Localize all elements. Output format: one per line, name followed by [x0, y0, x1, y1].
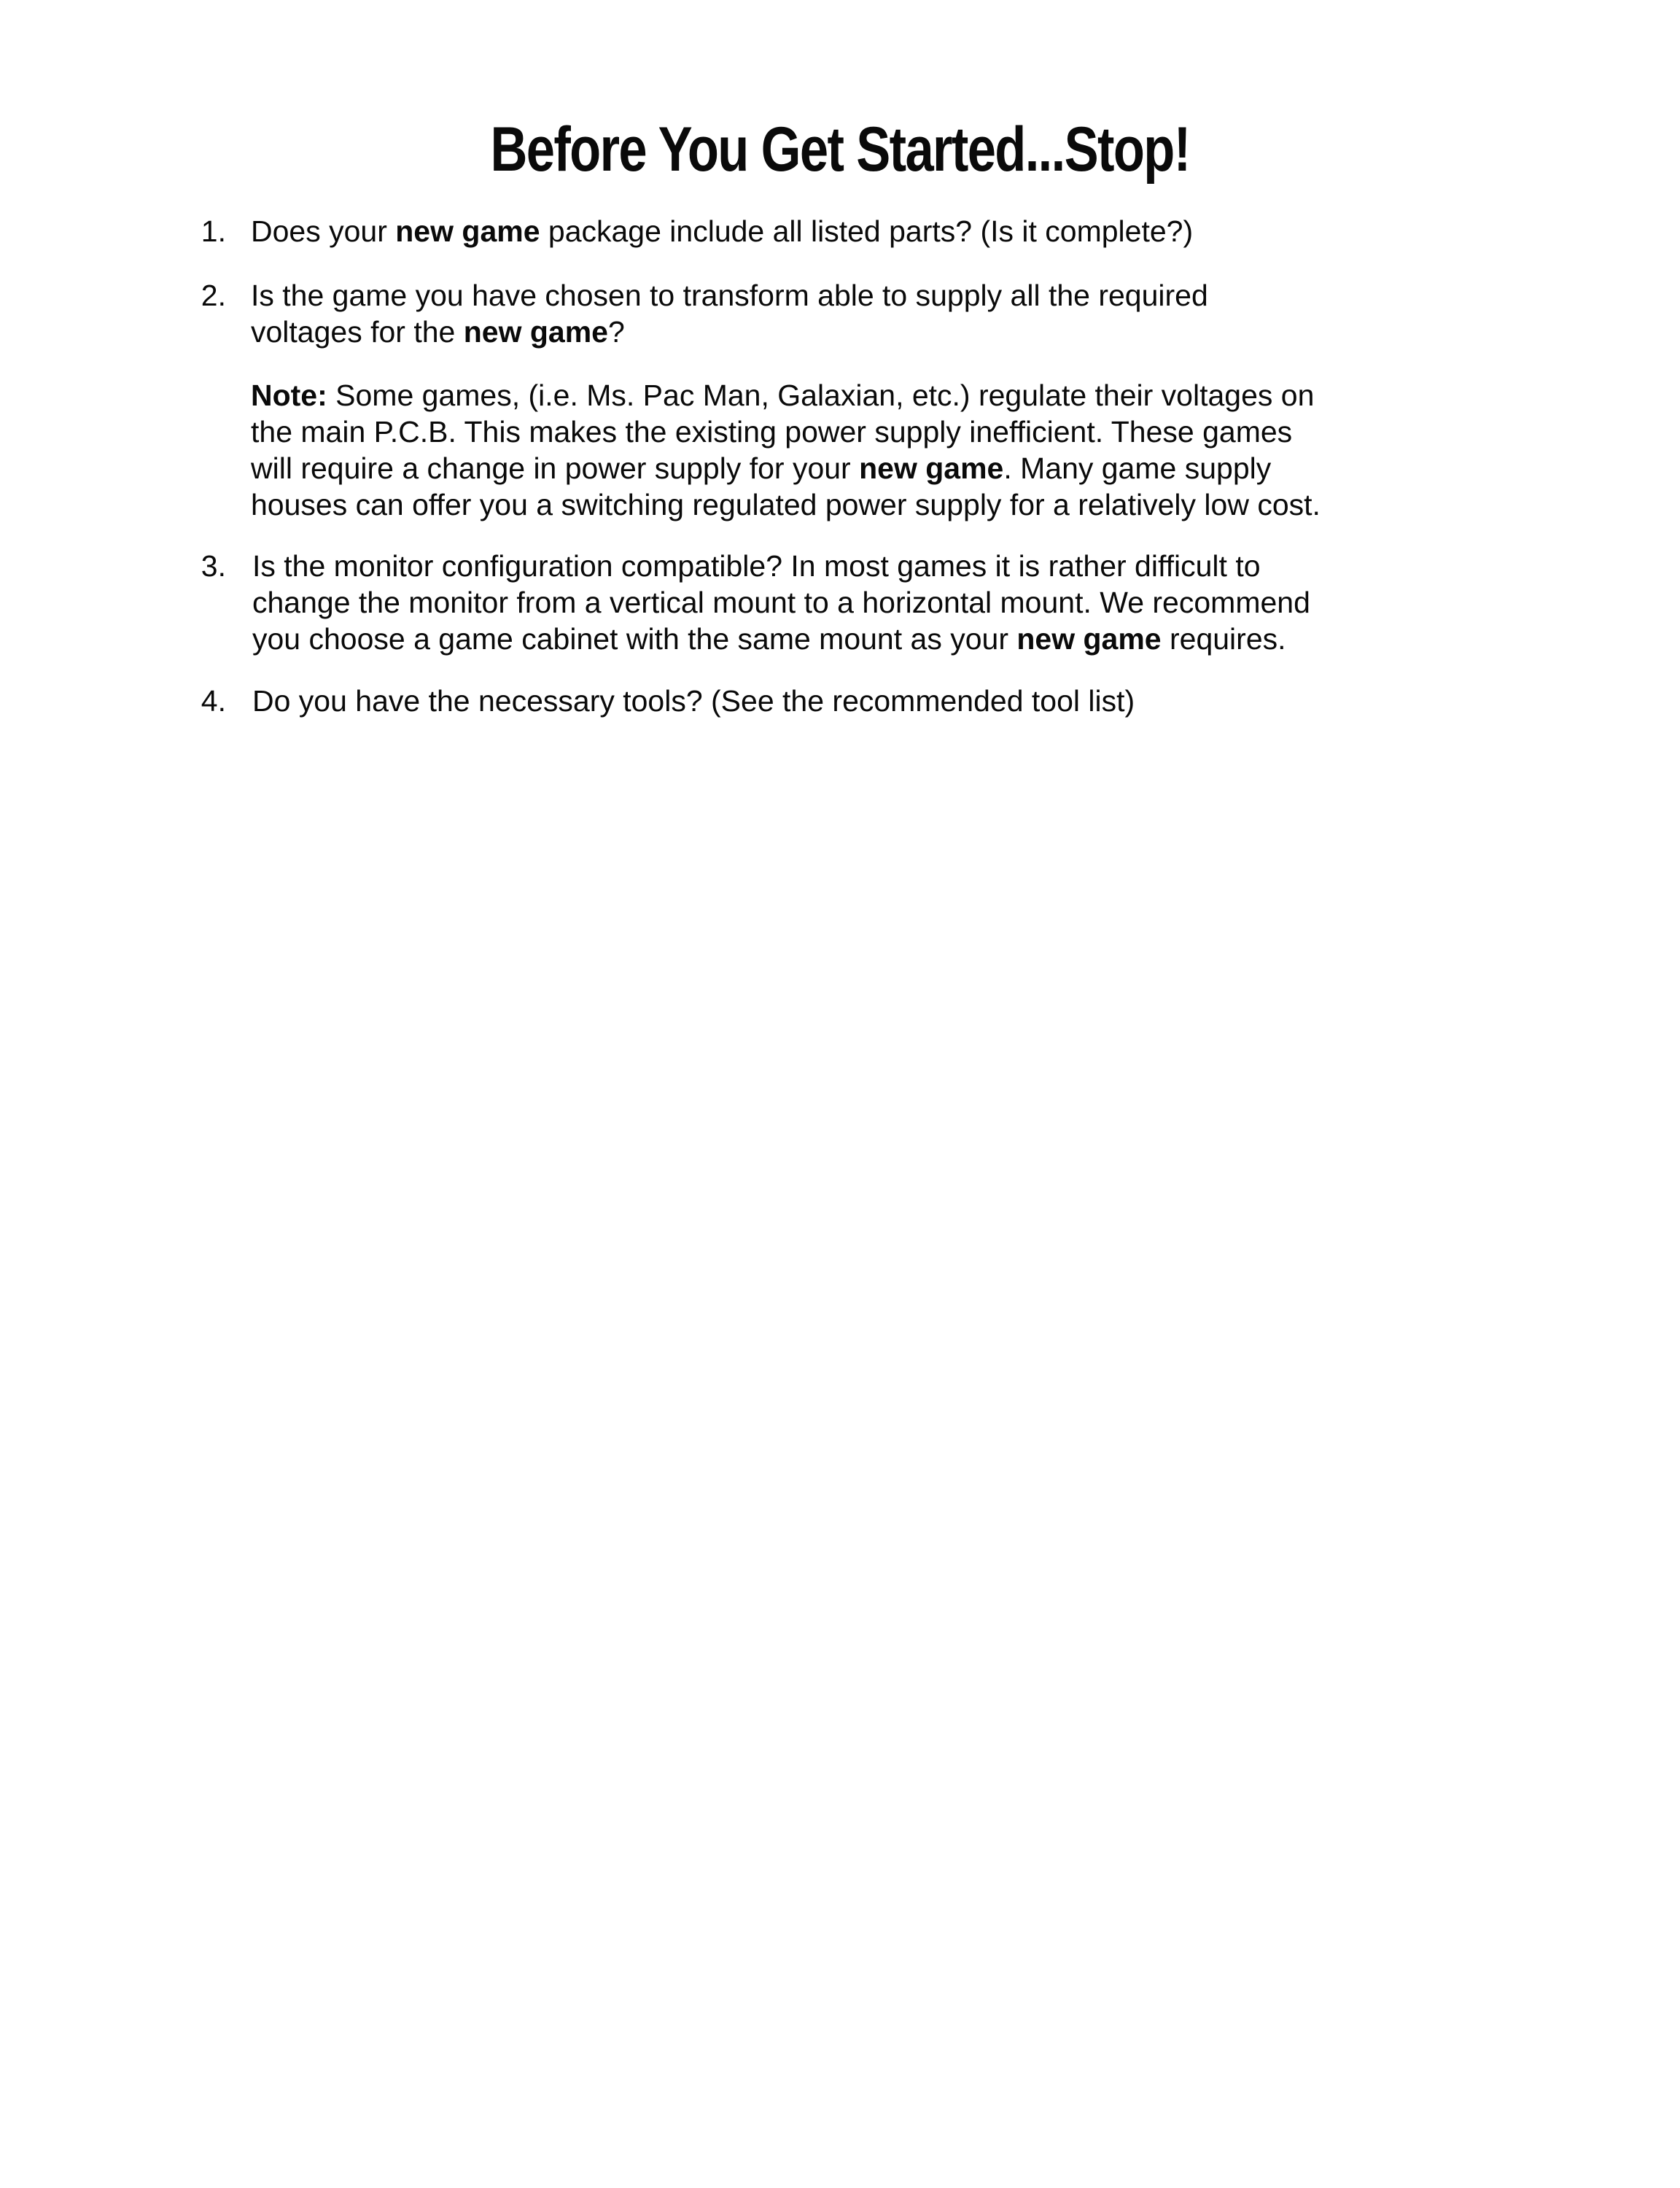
list-number: 3.: [201, 549, 226, 583]
list-number: 2.: [201, 279, 226, 312]
text-line: Note: Some games, (i.e. Ms. Pac Man, Galaxian, etc.) regulate their voltages on: [251, 379, 1315, 412]
list-number: 4.: [201, 684, 226, 718]
text-line: houses can offer you a switching regulated power supply for a relatively low cost.: [251, 488, 1321, 521]
page-title: Before You Get Started...Stop!: [490, 115, 1190, 185]
note-label: Note:: [251, 379, 327, 412]
text-line: change the monitor from a vertical mount to a horizontal mount. We recommend: [252, 586, 1310, 619]
text-line: voltages for the new game?: [251, 315, 625, 349]
list-item-text: [252, 548, 1310, 657]
text-line: the main P.C.B. This makes the existing power supply inefficient. These games: [251, 415, 1293, 449]
list-number: 1.: [201, 214, 226, 248]
list-item-text: [252, 683, 1135, 719]
text-line: will require a change in power supply for your new game. Many game supply: [251, 451, 1272, 485]
note-text: [251, 377, 1321, 523]
list-item-text: [251, 277, 1208, 350]
list-item-text: [251, 213, 1193, 249]
text-line: Do you have the necessary tools? (See the recommended tool list): [252, 684, 1135, 718]
text-line: you choose a game cabinet with the same mount as your new game requires.: [252, 622, 1286, 656]
text-line: Is the game you have chosen to transform able to supply all the required: [251, 279, 1208, 312]
text-line: Is the monitor configuration compatible? In most games it is rather difficult to: [252, 549, 1261, 583]
text-line: Does your new game package include all listed parts? (Is it complete?): [251, 214, 1194, 248]
